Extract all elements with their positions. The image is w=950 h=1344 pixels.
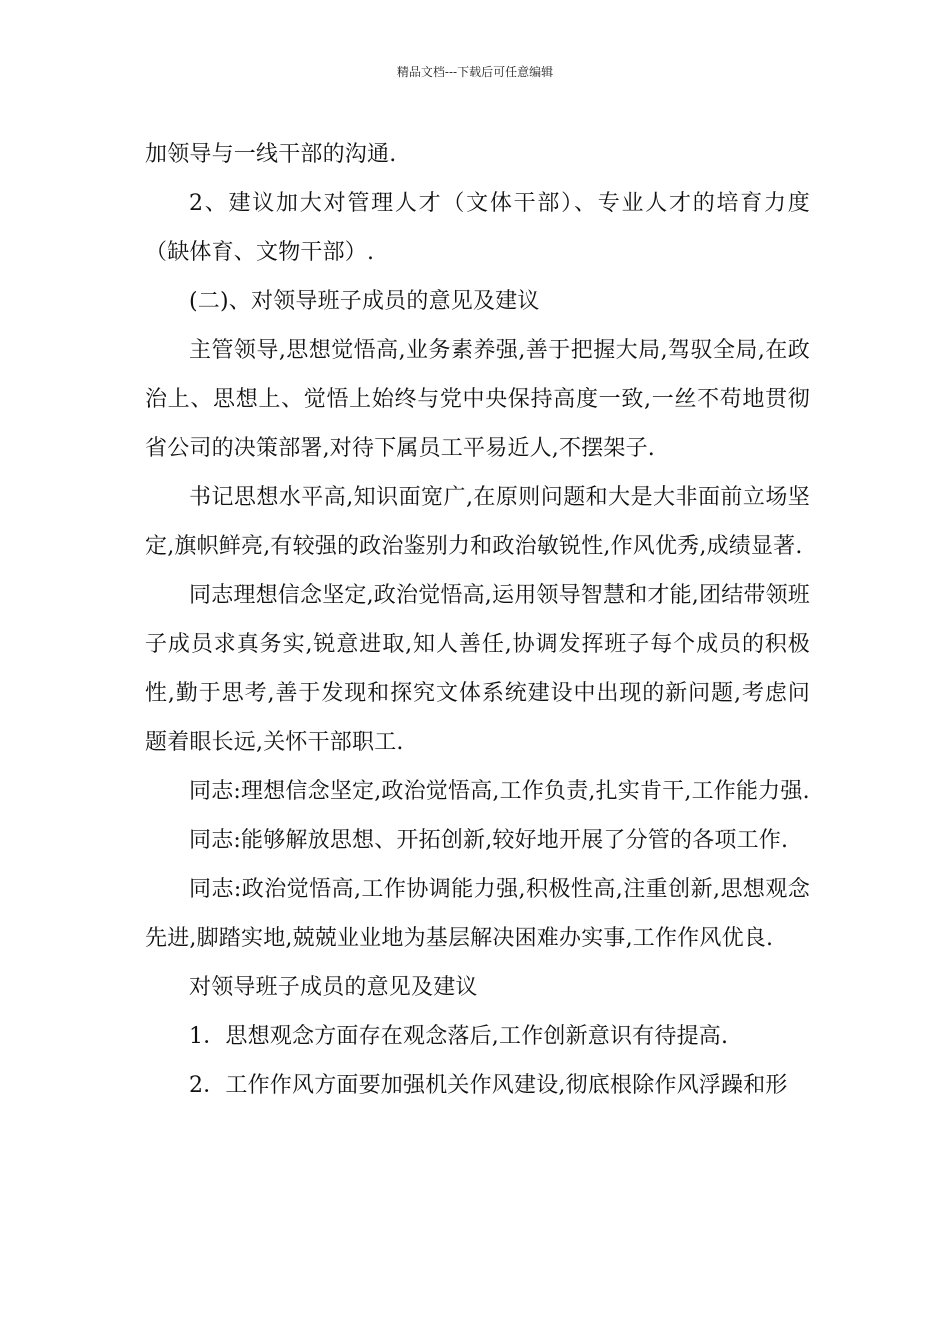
paragraph-1: 加领导与一线干部的沟通.	[145, 142, 397, 167]
paragraph-4: 主管领导,思想觉悟高,业务素养强,善于把握大局,驾驭全局,在政治上、思想上、觉悟上始终与党中央保持高度一致,一丝不苟地贯彻省公司的决策部署,对待下属员工平易近人,不摆架子.	[145, 338, 810, 461]
paragraph-9: 同志:政治觉悟高,工作协调能力强,积极性高,注重创新,思想观念先进,脚踏实地,兢兢业业地为基层解决困难办实事,工作作风优良.	[145, 877, 810, 951]
paragraph-5: 书记思想水平高,知识面宽广,在原则问题和大是大非面前立场坚定,旗帜鲜亮,有较强的政治鉴别力和政治敏锐性,作风优秀,成绩显著.	[145, 485, 810, 559]
paragraph-8: 同志:能够解放思想、开拓创新,较好地开展了分管的各项工作.	[189, 828, 789, 853]
document-body	[145, 130, 810, 1110]
list-item-2: 2．工作作风方面要加强机关作风建设,彻底根除作风浮躁和形	[189, 1073, 788, 1098]
paragraph-2: 2、建议加大对管理人才（文体干部）、专业人才的培育力度（缺体育、文物干部）.	[145, 191, 810, 265]
section-heading: (二)、对领导班子成员的意见及建议	[189, 289, 540, 314]
paragraph-10: 对领导班子成员的意见及建议	[189, 975, 478, 1000]
list-item-1: 1．思想观念方面存在观念落后,工作创新意识有待提高.	[189, 1024, 729, 1049]
paragraph-6: 同志理想信念坚定,政治觉悟高,运用领导智慧和才能,团结带领班子成员求真务实,锐意进取,知人善任,协调发挥班子每个成员的积极性,勤于思考,善于发现和探究文体系统建设中出现的新问题,考虑问题着眼长远,关怀干部职工.	[145, 583, 810, 755]
paragraph-7: 同志:理想信念坚定,政治觉悟高,工作负责,扎实肯干,工作能力强.	[189, 779, 810, 804]
page-header: 精品文档---下载后可任意编辑	[396, 65, 554, 79]
